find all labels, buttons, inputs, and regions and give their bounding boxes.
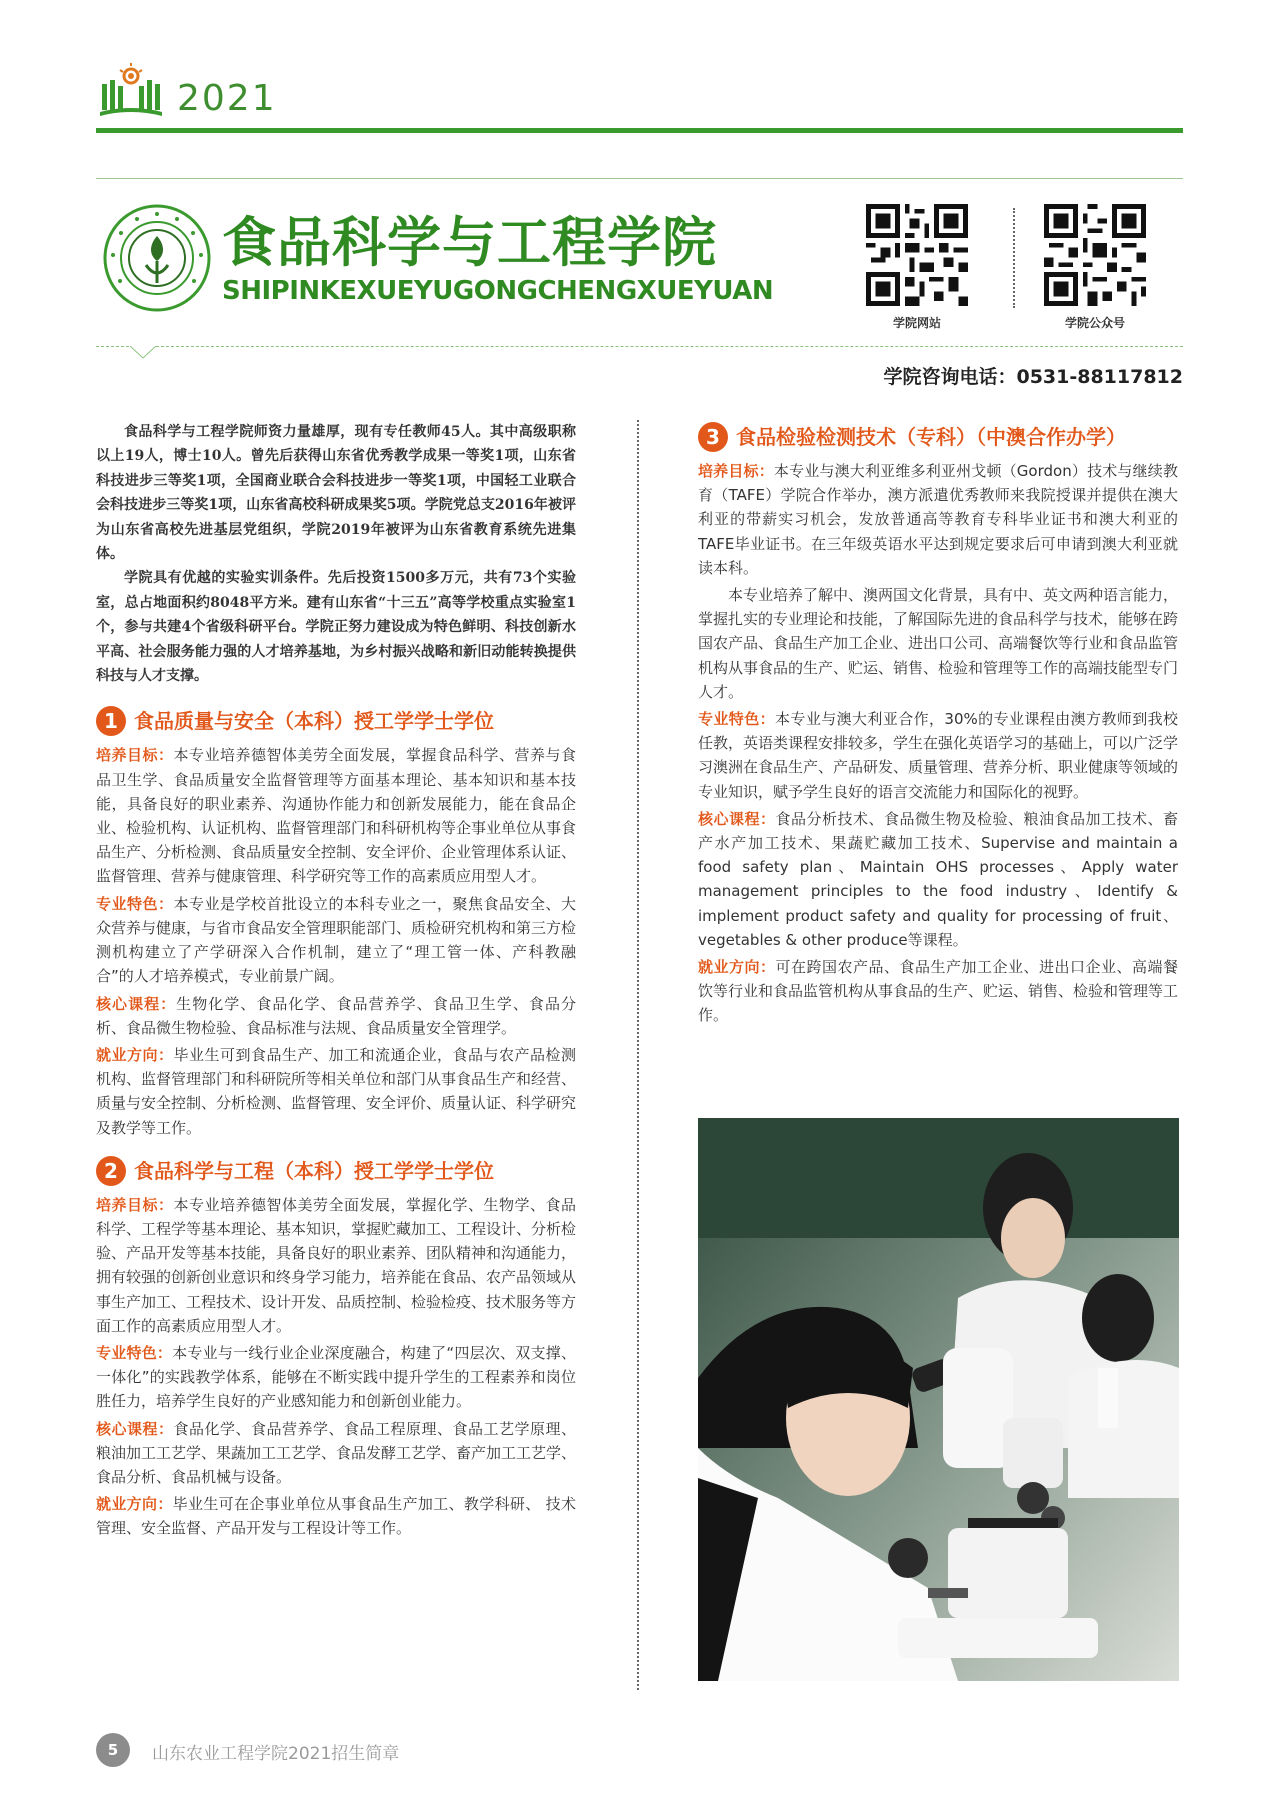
major-title: 食品质量与安全（本科）授工学学士学位 (134, 709, 494, 734)
label: 核心课程： (96, 1419, 174, 1438)
text: 生物化学、食品化学、食品营养学、食品卫生学、食品分析、食品微生物检验、食品标准与法规、食品质量安全管理学。 (96, 994, 576, 1037)
text: 本专业是学校首批设立的本科专业之一，聚焦食品安全、大众营养与健康，与省市食品安全管理职能部门、质检研究机构和第三方检测机构建立了产学研深入合作机制，建立了“理工管一体、产科教融合”的人才培养模式，专业前景广阔。 (96, 894, 577, 986)
major-heading (96, 706, 576, 736)
major-career (96, 1043, 576, 1140)
text: 本专业与澳大利亚合作，30%的专业课程由澳方教师到我校任教，英语类课程安排较多，学生在强化英语学习的基础上，可以广泛学习澳洲在食品生产、产品研发、质量管理、营养分析、职业健康等领域的专业知识，赋予学生良好的语言交流能力和国际化的视野。 (698, 710, 1179, 801)
text: 本专业培养德智体美劳全面发展，掌握食品科学、营养与食品卫生学、食品质量安全监督管理等方面基本理论、基本知识和基本技能，具备良好的职业素养、沟通协作能力和创新发展能力，能在食品企业、检验机构、认证机构、监督管理部门和科研机构等企事业单位从事食品生产、分析检测、食品质量安全控制、安全评价、企业管理体系认证、监督管理、营养与健康管理、科学研究等工作的高素质应用型人才。 (96, 746, 577, 886)
college-title: 食品科学与工程学院 (222, 211, 717, 274)
college-intro (96, 420, 576, 688)
header-thin-rule (96, 178, 1183, 179)
major-courses (698, 807, 1178, 952)
major-number-badge: 1 (96, 706, 126, 736)
major-courses (96, 992, 576, 1040)
label: 培养目标： (698, 462, 774, 480)
intro-paragraph: 食品科学与工程学院师资力量雄厚，现有专任教师45人。其中高级职称以上19人，博士10人。曾先后获得山东省优秀教学成果一等奖1项，山东省科技进步三等奖1项，全国商业联合会科技进步一等奖1项，中国轻工业联合会科技进步三等奖1项，山东省高校科研成果奖5项。学院党总支2016年被评为山东省高校先进基层党组织，学院2019年被评为山东省教育系统先进集体。 (96, 424, 576, 563)
major-career (698, 955, 1178, 1028)
label: 培养目标： (96, 746, 174, 765)
text: 可在跨国农产品、食品生产加工企业、进出口企业、高端餐饮等行业和食品监管机构从事食品的生产、贮运、销售、检验和管理等工作。 (698, 958, 1179, 1025)
footer-title: 山东农业工程学院2021招生简章 (152, 1744, 400, 1764)
major-feature (698, 707, 1178, 804)
lab-microscope-photo (698, 1118, 1179, 1681)
major-title: 食品科学与工程（本科）授工学学士学位 (134, 1158, 494, 1183)
label: 核心课程： (698, 809, 776, 828)
section-separator (96, 346, 1183, 347)
major-career (96, 1492, 576, 1540)
separator-notch-icon (130, 346, 156, 360)
qr-code-wechat-icon[interactable] (1044, 204, 1146, 306)
label: 专业特色： (96, 894, 174, 913)
major-title: 食品检验检测技术（专科）（中澳合作办学） (736, 424, 1126, 449)
major-goal (96, 743, 576, 888)
label: 培养目标： (96, 1195, 174, 1214)
qr-wechat-caption: 学院公众号 (1064, 316, 1125, 330)
major-courses (96, 1417, 576, 1490)
major-goal (96, 1193, 576, 1338)
header-rule (96, 128, 1183, 133)
text: 本专业培养德智体美劳全面发展，掌握化学、生物学、食品科学、工程学等基本理论、基本知识，掌握贮藏加工、工程设计、分析检验、产品开发等基本技能，具备良好的职业素养、团队精神和沟通能力，拥有较强的创新创业意识和终身学习能力，培养能在食品、农产品领域从事生产加工、工程技术、设计开发、品质控制、检验检疫、技术服务等方面工作的高素质应用型人才。 (96, 1195, 577, 1335)
qr-website-caption: 学院网站 (892, 316, 941, 330)
page-number: 5 (96, 1733, 130, 1767)
label: 专业特色： (96, 1343, 173, 1362)
label: 核心课程： (96, 994, 177, 1013)
qr-code-website-icon[interactable] (866, 204, 968, 306)
consult-phone: 学院咨询电话：0531-88117812 (883, 366, 1183, 388)
college-title-pinyin: SHIPINKEXUEYUGONGCHENGXUEYUAN (222, 276, 774, 306)
qr-divider (1013, 208, 1015, 308)
label: 就业方向： (698, 958, 776, 977)
header-year: 2021 (177, 78, 277, 119)
label: 就业方向： (96, 1045, 174, 1064)
college-emblem-icon (102, 203, 212, 313)
major-feature (96, 1341, 576, 1414)
major-heading (698, 422, 1178, 452)
major-goal (698, 459, 1178, 580)
column-divider (637, 420, 639, 1690)
major-heading (96, 1156, 576, 1186)
major-number-badge: 2 (96, 1156, 126, 1186)
text: 本专业与澳大利亚维多利亚州戈顿（Gordon）技术与继续教育（TAFE）学院合作举办，澳方派遣优秀教师来我院授课并提供在澳大利亚的带薪实习机会，发放普通高等教育专科毕业证书和澳大利亚的TAFE毕业证书。在三年级英语水平达到规定要求后可申请到澳大利亚就读本科。 (698, 462, 1178, 577)
label: 专业特色： (698, 710, 776, 729)
major-description: 本专业培养了解中、澳两国文化背景，具有中、英文两种语言能力，掌握扎实的专业理论和技能，了解国际先进的食品科学与技术，能够在跨国农产品、食品生产加工企业、进出口公司、高端餐饮等行业和食品监管机构从事食品的生产、贮运、销售、检验和管理等工作的高端技能型专门人才。 (698, 586, 1179, 701)
book-leaf-logo-icon (96, 60, 166, 120)
major-feature (96, 892, 576, 989)
text: 食品分析技术、食品微生物及检验、粮油食品加工技术、畜产水产加工技术、果蔬贮藏加工技术、Supervise and maintain a food safety plan、Maintain OHS processes、Apply water management principles to the food industry、Identify & implement product safety and quality for processing of fruit、vegetables & other produce等课程。 (698, 809, 1178, 949)
label: 就业方向： (96, 1495, 173, 1514)
major-number-badge: 3 (698, 422, 728, 452)
text: 毕业生可在企事业单位从事食品生产加工、教学科研、 技术管理、安全监督、产品开发与工程设计等工作。 (96, 1495, 576, 1538)
text: 毕业生可到食品生产、加工和流通企业，食品与农产品检测机构、监督管理部门和科研院所等相关单位和部门从事食品生产和经营、质量与安全控制、分析检测、监督管理、安全评价、质量认证、科学研究及教学等工作。 (96, 1045, 577, 1137)
left-column (96, 420, 576, 1544)
text: 本专业与一线行业企业深度融合，构建了“四层次、双支撑、一体化”的实践教学体系，能够在不断实践中提升学生的工程素养和岗位胜任力，培养学生良好的产业感知能力和创新创业能力。 (96, 1343, 576, 1411)
intro-paragraph: 学院具有优越的实验实训条件。先后投资1500多万元，共有73个实验室，总占地面积约8048平方米。建有山东省“十三五”高等学校重点实验室1个，参与共建4个省级科研平台。学院正努力建设成为特色鲜明、科技创新水平高、社会服务能力强的人才培养基地，为乡村振兴战略和新旧动能转换提供科技与人才支撑。 (96, 570, 576, 685)
right-column (698, 422, 1178, 1031)
text: 食品化学、食品营养学、食品工程原理、食品工艺学原理、粮油加工工艺学、果蔬加工工艺学、食品发酵工艺学、畜产加工工艺学、食品分析、食品机械与设备。 (96, 1419, 577, 1486)
